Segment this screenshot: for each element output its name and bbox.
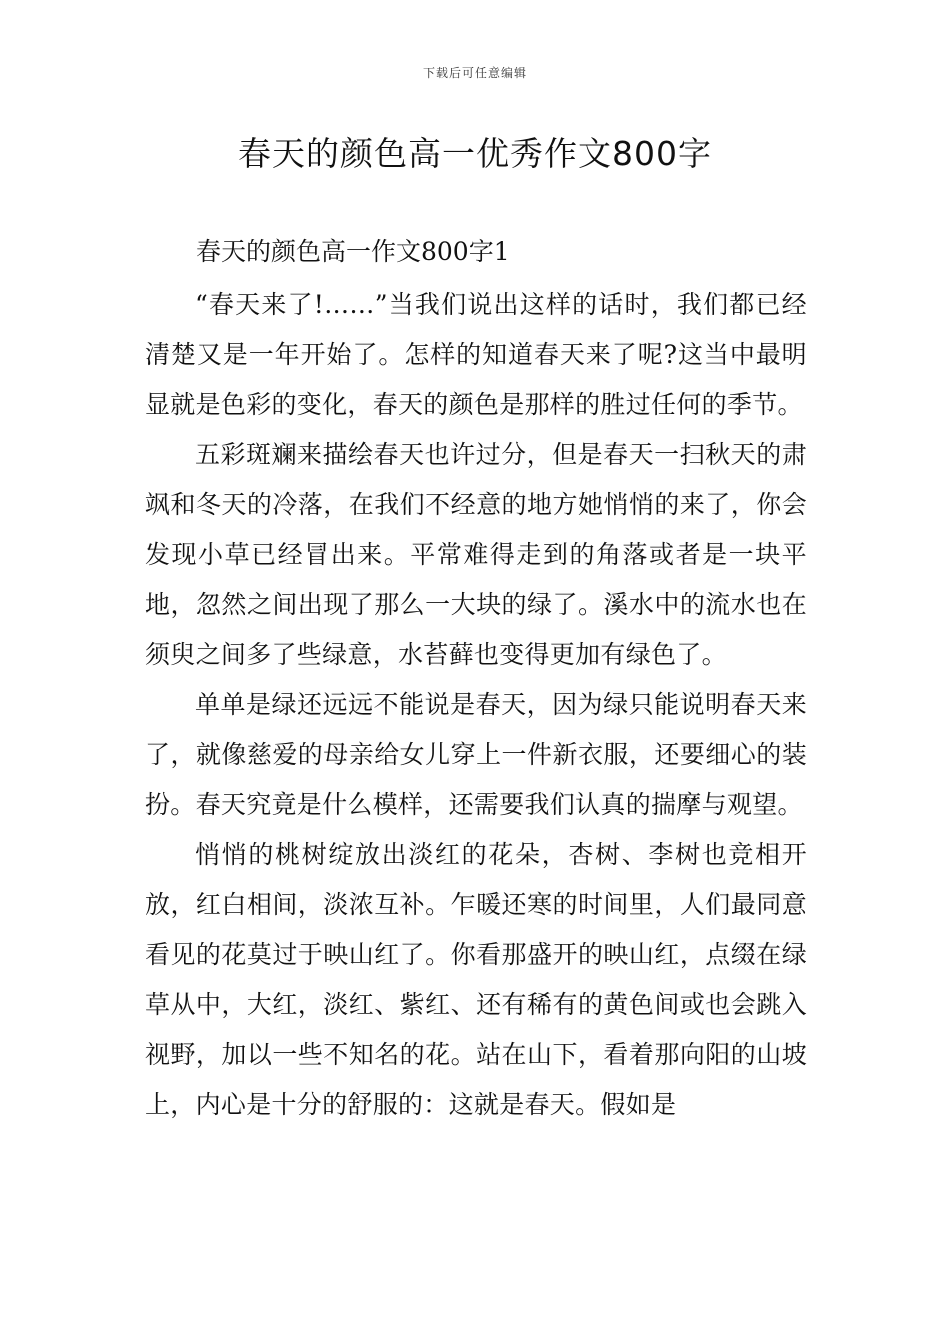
page-title: 春天的颜色高一优秀作文800字 bbox=[238, 134, 712, 173]
paragraph-1: “春天来了!……”当我们说出这样的话时，我们都已经清楚又是一年开始了。怎样的知道春天来了呢?这当中最明显就是色彩的变化，春天的颜色是那样的胜过任何的季节。 bbox=[145, 290, 807, 419]
section-heading: 春天的颜色高一作文800字1 bbox=[196, 237, 510, 266]
paragraph-2: 五彩斑斓来描绘春天也许过分，但是春天一扫秋天的肃飒和冬天的冷落，在我们不经意的地方她悄悄的来了，你会发现小草已经冒出来。平常难得走到的角落或者是一块平地，忽然之间出现了那么一大块的绿了。溪水中的流水也在须臾之间多了些绿意，水苔藓也变得更加有绿色了。 bbox=[145, 440, 807, 669]
paragraph-4: 悄悄的桃树绽放出淡红的花朵，杏树、李树也竞相开放，红白相间，淡浓互补。乍暖还寒的时间里，人们最同意看见的花莫过于映山红了。你看那盛开的映山红，点缀在绿草从中，大红，淡红、紫红、还有稀有的黄色间或也会跳入视野，加以一些不知名的花。站在山下，看着那向阳的山坡上，内心是十分的舒服的：这就是春天。假如是 bbox=[145, 840, 807, 1119]
body-text bbox=[145, 280, 807, 1130]
paragraph-3: 单单是绿还远远不能说是春天，因为绿只能说明春天来了，就像慈爱的母亲给女儿穿上一件新衣服，还要细心的装扮。春天究竟是什么模样，还需要我们认真的揣摩与观望。 bbox=[145, 690, 807, 819]
header-note: 下载后可任意编辑 bbox=[422, 66, 527, 80]
